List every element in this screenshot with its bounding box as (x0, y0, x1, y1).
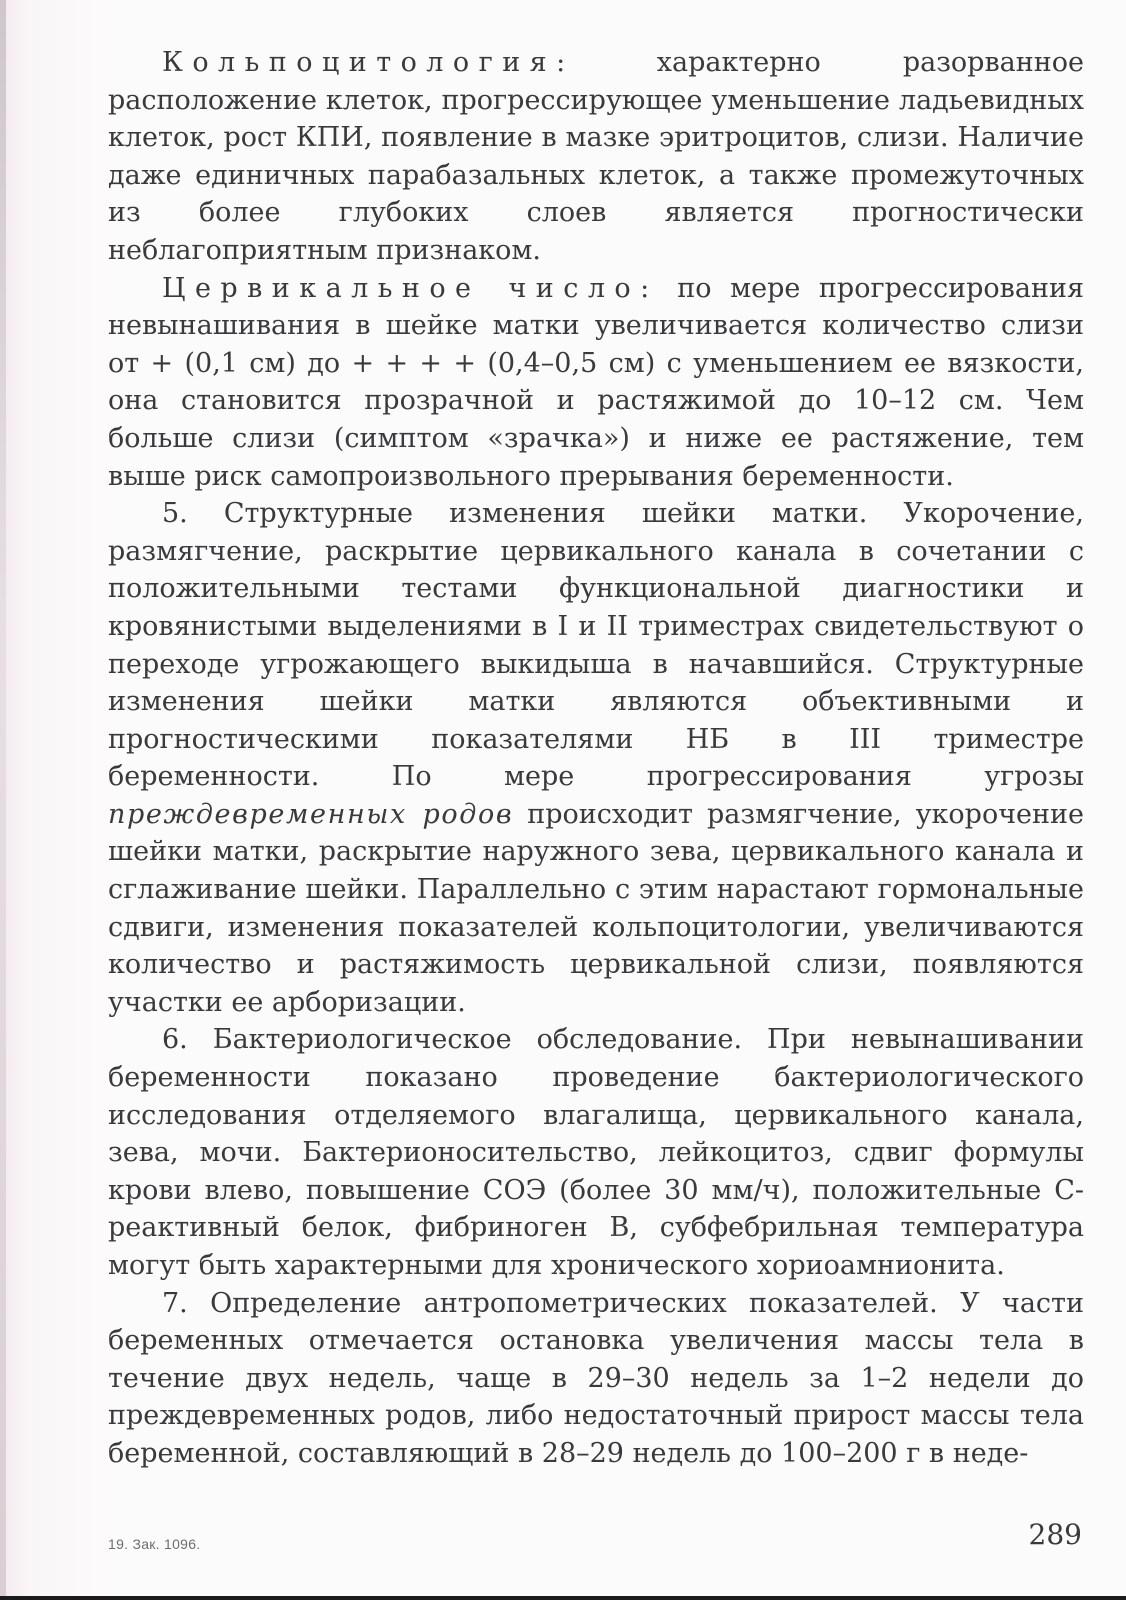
term-colpocytology: Кольпоцитология: (162, 47, 575, 78)
paragraph-bacteriology-text: 6. Бактериологическое обследование. При невынашивании беременности показано проведение бактериологического исследования отделяемого влагалища, цервикального канала, зева, мочи. Бактерионосительство, лейкоцитоз, сдвиг формулы крови влево, повышение СОЭ (более 30 мм/ч), положительные С-реактивный белок, фибриноген В, субфебрильная температура могут быть характерными для хронического хориоамнионита. (108, 1024, 1084, 1281)
paragraph-bacteriology (108, 1021, 1084, 1284)
paragraph-colpocytology-text: характерно разорванное расположение клеток, прогрессирующее уменьшение ладьевидных клеток, рост КПИ, появление в мазке эритроцитов, слизи. Наличие даже единичных парабазальных клеток, а также промежуточных из более глубоких слоев является прогностически неблагоприятным признаком. (108, 47, 1084, 266)
paragraph-structural-changes-text-1: 5. Структурные изменения шейки матки. Укорочение, размягчение, раскрытие цервикального канала в сочетании с положительными тестами функциональной диагностики и кровянистыми выделениями в I и II триместрах свидетельствуют о переходе угрожающего выкидыша в начавшийся. Структурные изменения шейки матки являются объективными и прогностическими показателями НБ в III триместре беременности. По мере прогрессирования угрозы (108, 498, 1084, 793)
italic-preterm-birth: преждевременных родов (108, 798, 514, 830)
page-gutter-shadow (0, 0, 6, 1600)
paragraph-anthropometry (108, 1285, 1084, 1473)
paragraph-structural-changes (108, 495, 1084, 1021)
paragraph-cervical-number-text: по мере прогрессирования невынашивания в шейке матки увеличивается количество слизи от + (0,1 см) до + + + + (0,4–0,5 см) с уменьшением ее вязкости, она становится прозрачной и растяжимой до 10–12 см. Чем больше слизи (симптом «зрачка») и ниже ее растяжение, тем выше риск самопроизвольного прерывания беременности. (108, 272, 1084, 492)
page-bottom-edge (0, 1596, 1126, 1600)
page-number: 289 (1028, 1518, 1082, 1551)
paragraph-colpocytology (108, 44, 1084, 270)
paragraph-cervical-number (108, 270, 1084, 496)
printer-signature: 19. Зак. 1096. (108, 1536, 201, 1552)
paragraph-structural-changes-text-2: происходит размягчение, укорочение шейки матки, раскрытие наружного зева, цервикального канала и сглаживание шейки. Параллельно с этим нарастают гормональные сдвиги, изменения показателей кольпоцитологии, увеличиваются количество и растяжимость цервикальной слизи, появляются участки ее арборизации. (108, 798, 1084, 1018)
paragraph-anthropometry-text: 7. Определение антропометрических показателей. У части беременных отмечается остановка увеличения массы тела в течение двух недель, чаще в 29–30 недель за 1–2 недели до преждевременных родов, либо недостаточный прирост массы тела беременной, составляющий в 28–29 недель до 100–200 г в неде- (108, 1287, 1084, 1469)
term-cervical-number: Цервикальное число: (162, 272, 659, 304)
body-text (108, 44, 1084, 1473)
